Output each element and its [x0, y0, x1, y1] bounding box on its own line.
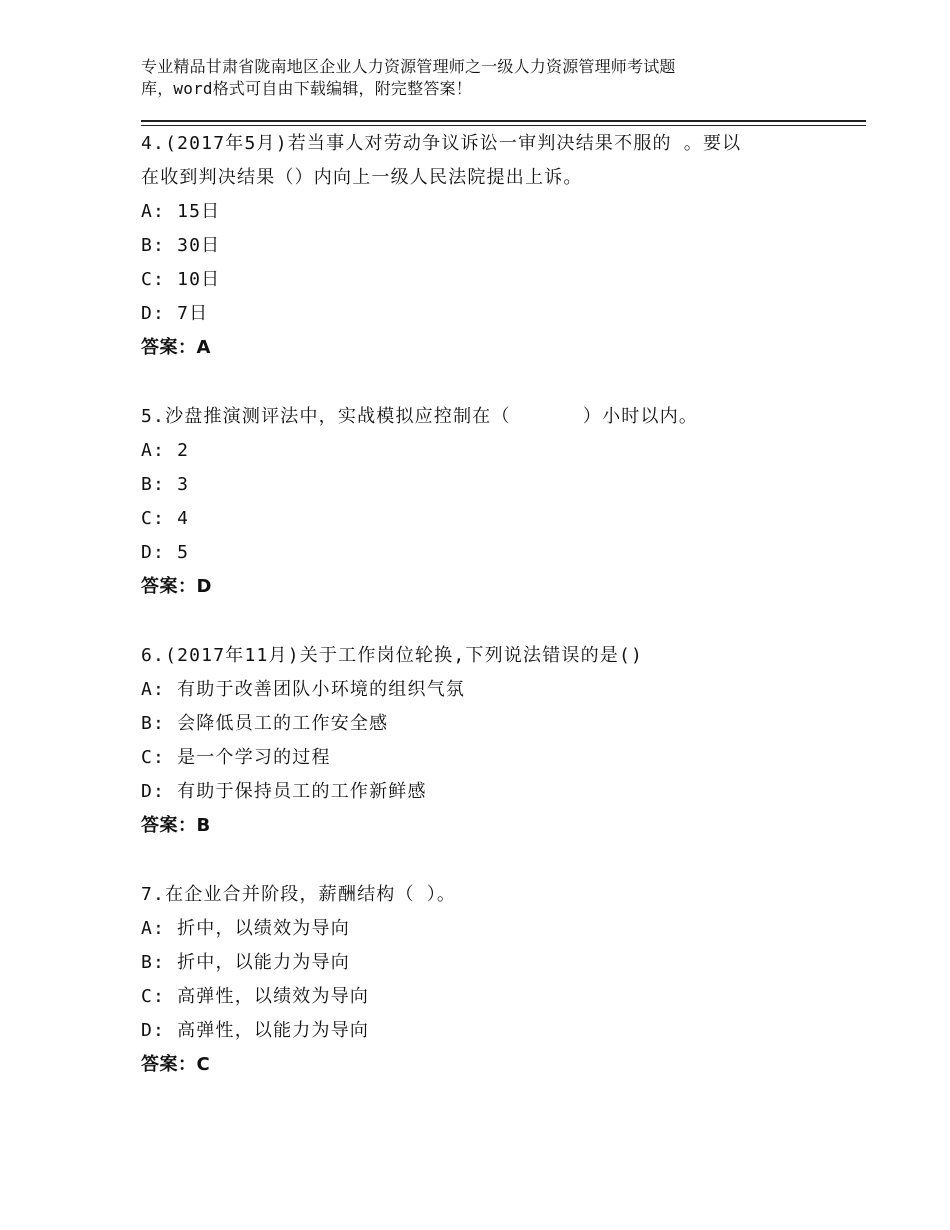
answer-value: C [196, 1054, 211, 1075]
question-4 [141, 127, 861, 365]
question-stem [141, 400, 861, 434]
header-divider-thin [141, 125, 866, 126]
answer-value: D [196, 576, 212, 597]
option-d: D: 7日 [141, 303, 209, 324]
answer-line [141, 570, 861, 604]
answer-line [141, 809, 861, 843]
document-header [141, 56, 841, 100]
answer-label: 答案： [141, 1054, 197, 1075]
header-line-2: 库，word格式可自由下载编辑，附完整答案！ [141, 79, 472, 98]
header-line-1: 专业精品甘肃省陇南地区企业人力资源管理师之一级人力资源管理师考试题 [141, 57, 676, 76]
option-a: A: 2 [141, 440, 190, 461]
option-b: B: 3 [141, 474, 190, 495]
answer-label: 答案： [141, 337, 197, 358]
answer-value: B [196, 815, 211, 836]
option-c: C: 4 [141, 508, 190, 529]
question-stem [141, 639, 861, 673]
answer-label: 答案： [141, 576, 197, 597]
option-a: A: 有助于改善团队小环境的组织气氛 [141, 679, 466, 700]
answer-label: 答案： [141, 815, 197, 836]
option-d: D: 有助于保持员工的工作新鲜感 [141, 781, 427, 802]
option-c: C: 高弹性，以绩效为导向 [141, 986, 370, 1007]
question-stem-line: 7.在企业合并阶段，薪酬结构（ ）。 [141, 884, 457, 905]
option-a: A: 折中，以绩效为导向 [141, 918, 350, 939]
option-b: B: 折中，以能力为导向 [141, 952, 350, 973]
question-7 [141, 878, 861, 1082]
question-stem [141, 878, 861, 912]
question-6 [141, 639, 861, 843]
answer-line [141, 331, 861, 365]
answer-line [141, 1048, 861, 1082]
option-c: C: 是一个学习的过程 [141, 747, 331, 768]
header-divider-thick [141, 120, 866, 122]
option-d: D: 高弹性，以能力为导向 [141, 1020, 370, 1041]
option-b: B: 会降低员工的工作安全感 [141, 713, 389, 734]
option-c: C: 10日 [141, 269, 221, 290]
option-d: D: 5 [141, 542, 190, 563]
answer-value: A [196, 337, 211, 358]
question-stem-line: 6.(2017年11月)关于工作岗位轮换,下列说法错误的是() [141, 645, 644, 666]
option-b: B: 30日 [141, 235, 221, 256]
question-stem-line: 在收到判决结果（）内向上一级人民法院提出上诉。 [141, 167, 583, 188]
question-stem-line: 5.沙盘推演测评法中，实战模拟应控制在（ ）小时以内。 [141, 406, 699, 427]
question-stem [141, 127, 861, 195]
question-5 [141, 400, 861, 604]
option-a: A: 15日 [141, 201, 221, 222]
question-stem-line: 4.(2017年5月)若当事人对劳动争议诉讼一审判决结果不服的 。要以 [141, 133, 742, 154]
